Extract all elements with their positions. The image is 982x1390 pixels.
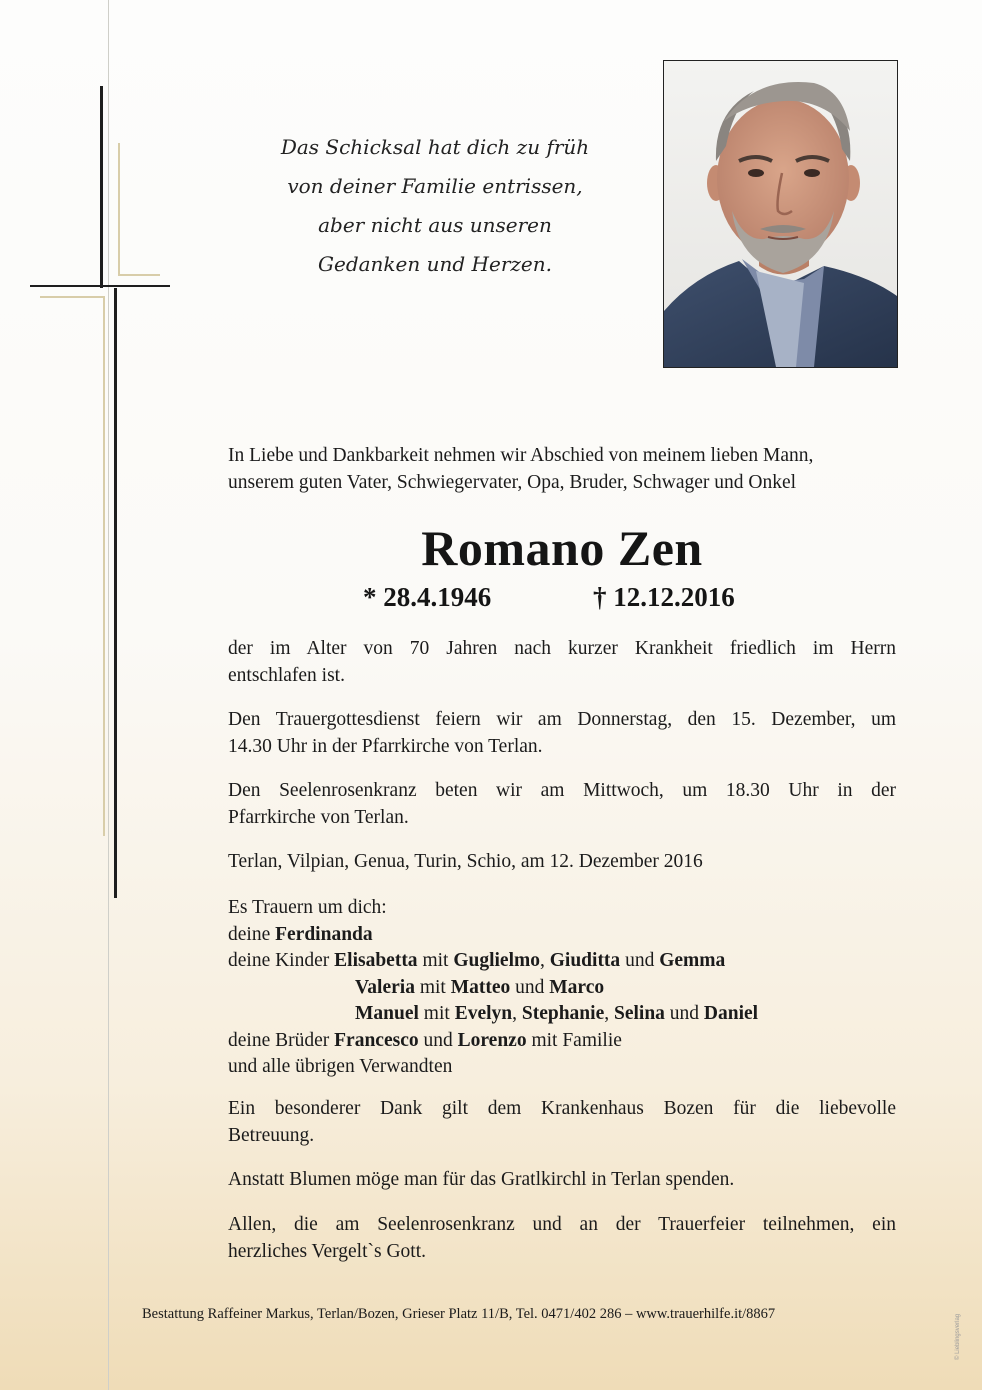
paragraph-line: entschlafen ist. [228, 664, 345, 686]
mourner-text: mit [423, 1003, 450, 1024]
mourner-text: mit [419, 976, 446, 998]
closing-paragraph [228, 1212, 896, 1265]
mourner-text: und [423, 1029, 453, 1051]
mourner-name: Stephanie [521, 1003, 605, 1024]
mourner-name: Marco [549, 976, 605, 998]
cross-dark-vertical-upper [100, 86, 103, 288]
mourner-name: Selina [613, 1003, 665, 1024]
paragraph-line: Pfarrkirche von Terlan. [228, 806, 409, 828]
life-dates [228, 582, 896, 618]
mourner-wife [228, 922, 896, 949]
mourner-child-2 [228, 975, 896, 1002]
page-margin-line [108, 0, 109, 1390]
paragraph-line: Betreuung. [228, 1124, 315, 1146]
deceased-name: Romano Zen [421, 520, 703, 576]
mourner-name: Lorenzo [457, 1029, 527, 1051]
mourner-text: deine [228, 923, 271, 945]
place-date [228, 849, 896, 876]
mourner-name: Francesco [334, 1029, 419, 1051]
service-paragraph [228, 707, 896, 760]
mourner-name: Matteo [450, 976, 511, 998]
cross-dark-vertical-lower [114, 288, 117, 898]
mourner-text: und [625, 950, 655, 971]
quote-line: Das Schicksal hat dich zu früh [280, 135, 590, 159]
mourner-text: mit Familie [531, 1029, 622, 1051]
mourner-name: Daniel [703, 1003, 759, 1024]
intro-line: unserem guten Vater, Schwiegervater, Opa, Bruder, Schwager und Onkel [228, 471, 797, 493]
mourner-name: Evelyn [454, 1003, 513, 1024]
age-paragraph [228, 636, 896, 689]
cross-gold-vertical-upper [118, 143, 120, 275]
mourner-text: deine Brüder [228, 1029, 330, 1051]
paragraph-line: Ein besonderer Dank gilt dem Krankenhaus Bozen für die liebevolle [228, 1098, 896, 1119]
mourner-text: , [512, 1003, 517, 1024]
mourner-name: Manuel [355, 1003, 419, 1024]
mourner-child-3 [228, 1001, 896, 1028]
paragraph-line: Anstatt Blumen möge man für das Gratlkirchl in Terlan spenden. [228, 1169, 735, 1190]
mourner-name: Elisabetta [334, 950, 418, 971]
mourner-text: , [540, 950, 545, 971]
paragraph-line: Allen, die am Seelenrosenkranz und an der Trauerfeier teilnehmen, ein [228, 1214, 896, 1235]
rosary-paragraph [228, 778, 896, 831]
paragraph-line: Den Trauergottesdienst feiern wir am Donnerstag, den 15. Dezember, um [228, 709, 896, 730]
mourner-name: Giuditta [549, 950, 621, 971]
paragraph-line: Den Seelenrosenkranz beten wir am Mittwoch, um 18.30 Uhr in der [228, 780, 896, 801]
mourner-name: Ferdinanda [275, 923, 373, 945]
thanks-paragraph [228, 1096, 896, 1149]
mourner-text: deine Kinder [228, 950, 330, 971]
birth-date: * 28.4.1946 [363, 582, 492, 612]
flowers-paragraph [228, 1167, 896, 1194]
cross-gold-vertical-lower [103, 296, 105, 836]
paragraph-line: 14.30 Uhr in der Pfarrkirche von Terlan. [228, 735, 543, 757]
funeral-home-footer: Bestattung Raffeiner Markus, Terlan/Bozen, Grieser Platz 11/B, Tel. 0471/402 286 – www.trauerhilfe.it/8867 [142, 1306, 776, 1322]
paragraph-line: herzliches Vergelt`s Gott. [228, 1240, 427, 1262]
mourners-list [228, 895, 896, 1081]
paragraph-line: der im Alter von 70 Jahren nach kurzer Krankheit friedlich im Herrn [228, 638, 896, 659]
quote-line: Gedanken und Herzen. [318, 252, 552, 276]
memorial-quote [245, 128, 625, 284]
intro-line: In Liebe und Dankbarkeit nehmen wir Abschied von meinem lieben Mann, [228, 445, 814, 466]
quote-line: aber nicht aus unseren [318, 213, 552, 237]
place-date-text: Terlan, Vilpian, Genua, Turin, Schio, am 12. Dezember 2016 [228, 851, 703, 872]
portrait-illustration [664, 61, 897, 367]
mourner-others: und alle übrigen Verwandten [228, 1056, 453, 1077]
cross-gold-horizontal-left [40, 296, 103, 298]
mourner-text: , [604, 1003, 610, 1024]
mourner-text: mit [422, 950, 449, 971]
mourner-name: Gemma [659, 950, 726, 971]
portrait-photo [663, 60, 898, 368]
mourners-heading: Es Trauern um dich: [228, 897, 387, 918]
intro-text [228, 443, 896, 496]
mourner-name: Guglielmo [453, 950, 540, 971]
quote-line: von deiner Familie entrissen, [287, 174, 583, 198]
death-date: † 12.12.2016 [593, 582, 735, 612]
mourner-children [228, 948, 896, 975]
cross-dark-horizontal [30, 285, 170, 287]
cross-gold-horizontal-right [118, 274, 160, 276]
publisher-credit: © Lieblingsverlag [955, 1313, 961, 1360]
mourner-text: und [669, 1003, 700, 1024]
mourner-name: Valeria [355, 976, 415, 998]
mourner-brothers [228, 1028, 896, 1055]
mourner-text: und [515, 976, 545, 998]
